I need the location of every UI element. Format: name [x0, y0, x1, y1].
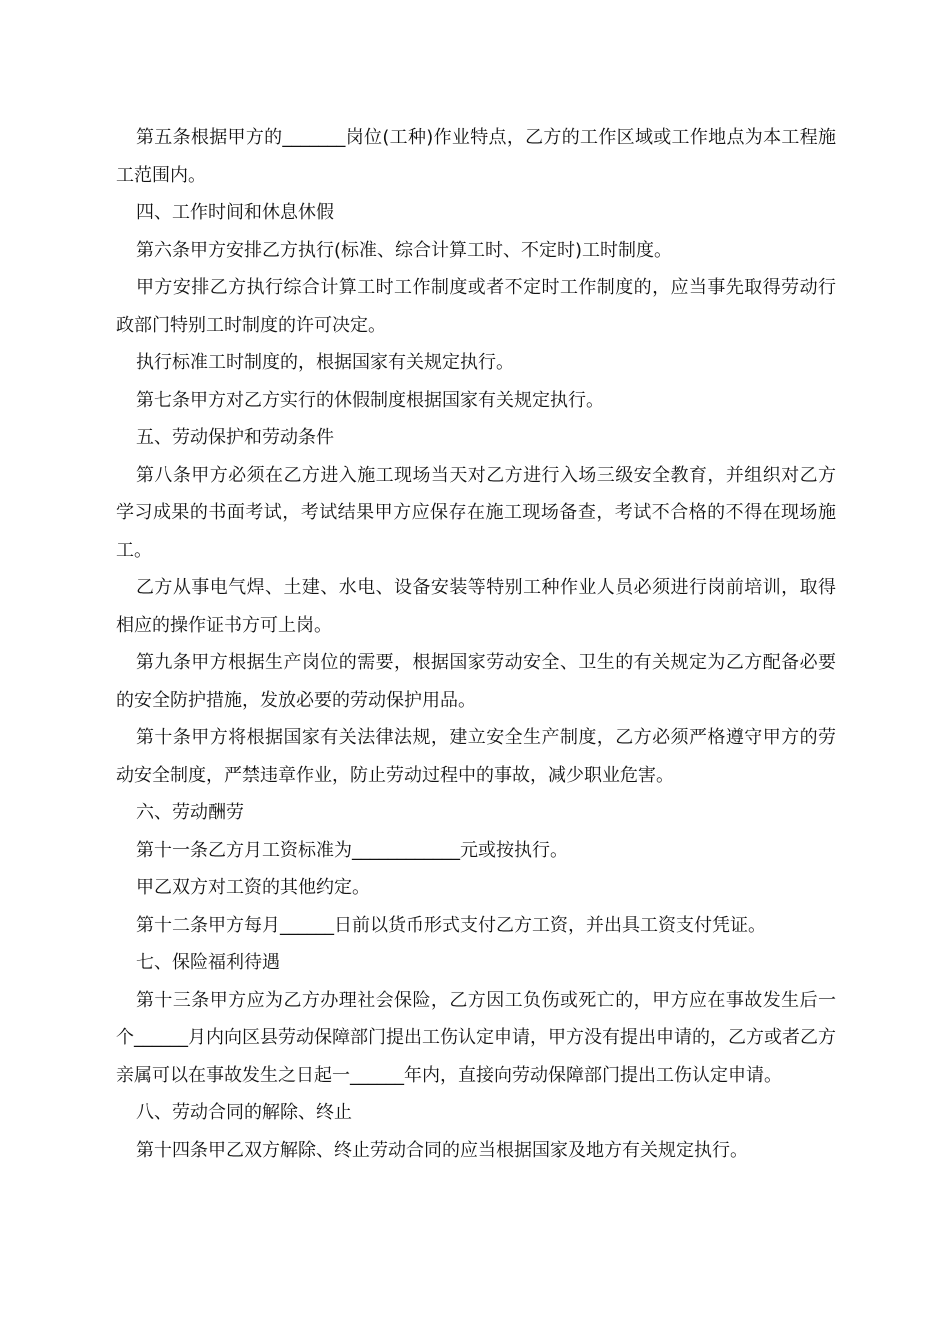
- document-body: [116, 119, 836, 1169]
- section-heading-4: 四、工作时间和休息休假: [136, 202, 334, 223]
- article-10: 第十条甲方将根据国家有关法律法规，建立安全生产制度，乙方必须严格遵守甲方的劳动安全制度，严禁违章作业，防止劳动过程中的事故，减少职业危害。: [116, 727, 836, 786]
- article-8-clause: 乙方从事电气焊、土建、水电、设备安装等特别工种作业人员必须进行岗前培训，取得相应的操作证书方可上岗。: [116, 577, 836, 636]
- article-6-clause: 甲方安排乙方执行综合计算工时工作制度或者不定时工作制度的，应当事先取得劳动行政部门特别工时制度的许可决定。: [116, 277, 836, 336]
- article-7: 第七条甲方对乙方实行的休假制度根据国家有关规定执行。: [136, 389, 604, 411]
- article-8: 第八条甲方必须在乙方进入施工现场当天对乙方进行入场三级安全教育，并组织对乙方学习成果的书面考试，考试结果甲方应保存在施工现场备查，考试不合格的不得在现场施工。: [116, 464, 836, 561]
- article-13: 第十三条甲方应为乙方办理社会保险，乙方因工负伤或死亡的，甲方应在事故发生后一个______月内向区县劳动保障部门提出工伤认定申请，甲方没有提出申请的，乙方或者乙方亲属可以在事故发生之日起一______年内，直接向劳动保障部门提出工伤认定申请。: [116, 989, 836, 1086]
- article-9: 第九条甲方根据生产岗位的需要，根据国家劳动安全、卫生的有关规定为乙方配备必要的安全防护措施，发放必要的劳动保护用品。: [116, 652, 836, 711]
- article-14: 第十四条甲乙双方解除、终止劳动合同的应当根据国家及地方有关规定执行。: [136, 1139, 748, 1161]
- standard-hours-clause: 执行标准工时制度的，根据国家有关规定执行。: [136, 352, 514, 373]
- section-heading-6: 六、劳动酬劳: [136, 802, 244, 823]
- section-heading-5: 五、劳动保护和劳动条件: [136, 427, 334, 448]
- article-6: 第六条甲方安排乙方执行(标准、综合计算工时、不定时)工时制度。: [136, 239, 673, 261]
- article-12: 第十二条甲方每月______日前以货币形式支付乙方工资，并出具工资支付凭证。: [136, 914, 766, 936]
- article-5: 第五条根据甲方的_______岗位(工种)作业特点，乙方的工作区域或工作地点为本工程施工范围内。: [116, 127, 836, 186]
- article-11-clause: 甲乙双方对工资的其他约定。: [136, 877, 370, 898]
- article-11: 第十一条乙方月工资标准为____________元或按执行。: [136, 839, 568, 861]
- section-heading-7: 七、保险福利待遇: [136, 952, 280, 973]
- section-heading-8: 八、劳动合同的解除、终止: [136, 1102, 352, 1123]
